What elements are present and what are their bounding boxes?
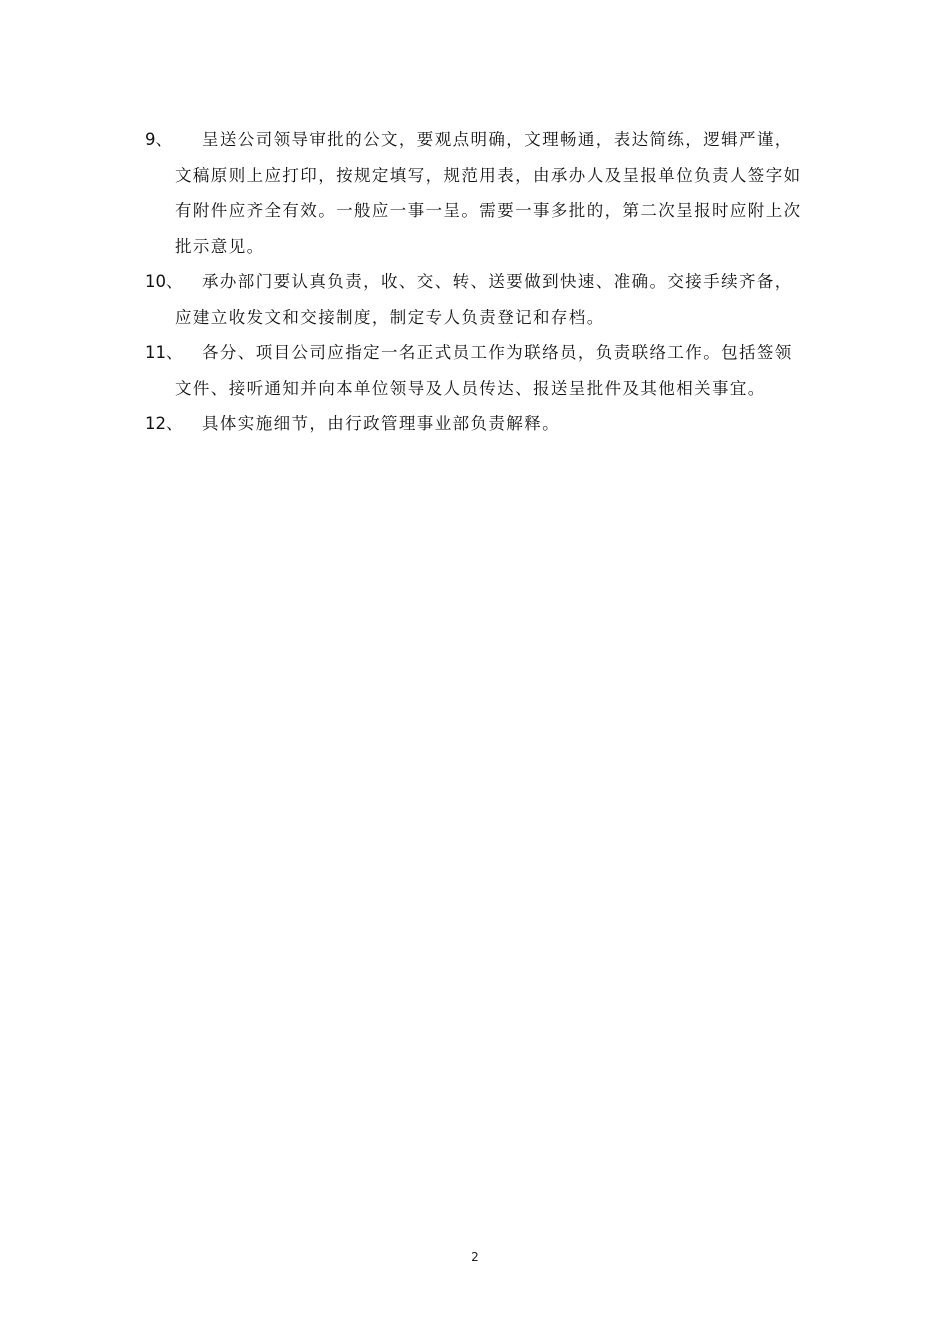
item-text: 具体实施细节，由行政管理事业部负责解释。 <box>202 414 560 433</box>
list-item-9 <box>145 122 810 264</box>
item-number: 12、 <box>145 414 183 433</box>
item-number: 11、 <box>145 343 183 362</box>
regulation-list <box>145 122 810 442</box>
item-number: 9、 <box>145 130 172 149</box>
item-text: 承办部门要认真负责，收、交、转、送要做到快速、准确。交接手续齐备，应建立收发文和交接制度，制定专人负责登记和存档。 <box>175 272 793 327</box>
list-item-11 <box>145 335 810 406</box>
page-number: 2 <box>471 1250 479 1264</box>
list-item-10 <box>145 264 810 335</box>
item-text: 呈送公司领导审批的公文，要观点明确，文理畅通，表达简练，逻辑严谨，文稿原则上应打印，按规定填写，规范用表，由承办人及呈报单位负责人签字如有附件应齐全有效。一般应一事一呈。需要一事多批的，第二次呈报时应附上次批示意见。 <box>175 130 802 256</box>
list-item-12 <box>145 406 810 442</box>
item-text: 各分、项目公司应指定一名正式员工作为联络员，负责联络工作。包括签领文件、接听通知并向本单位领导及人员传达、报送呈批件及其他相关事宜。 <box>175 343 793 398</box>
item-number: 10、 <box>145 272 183 291</box>
